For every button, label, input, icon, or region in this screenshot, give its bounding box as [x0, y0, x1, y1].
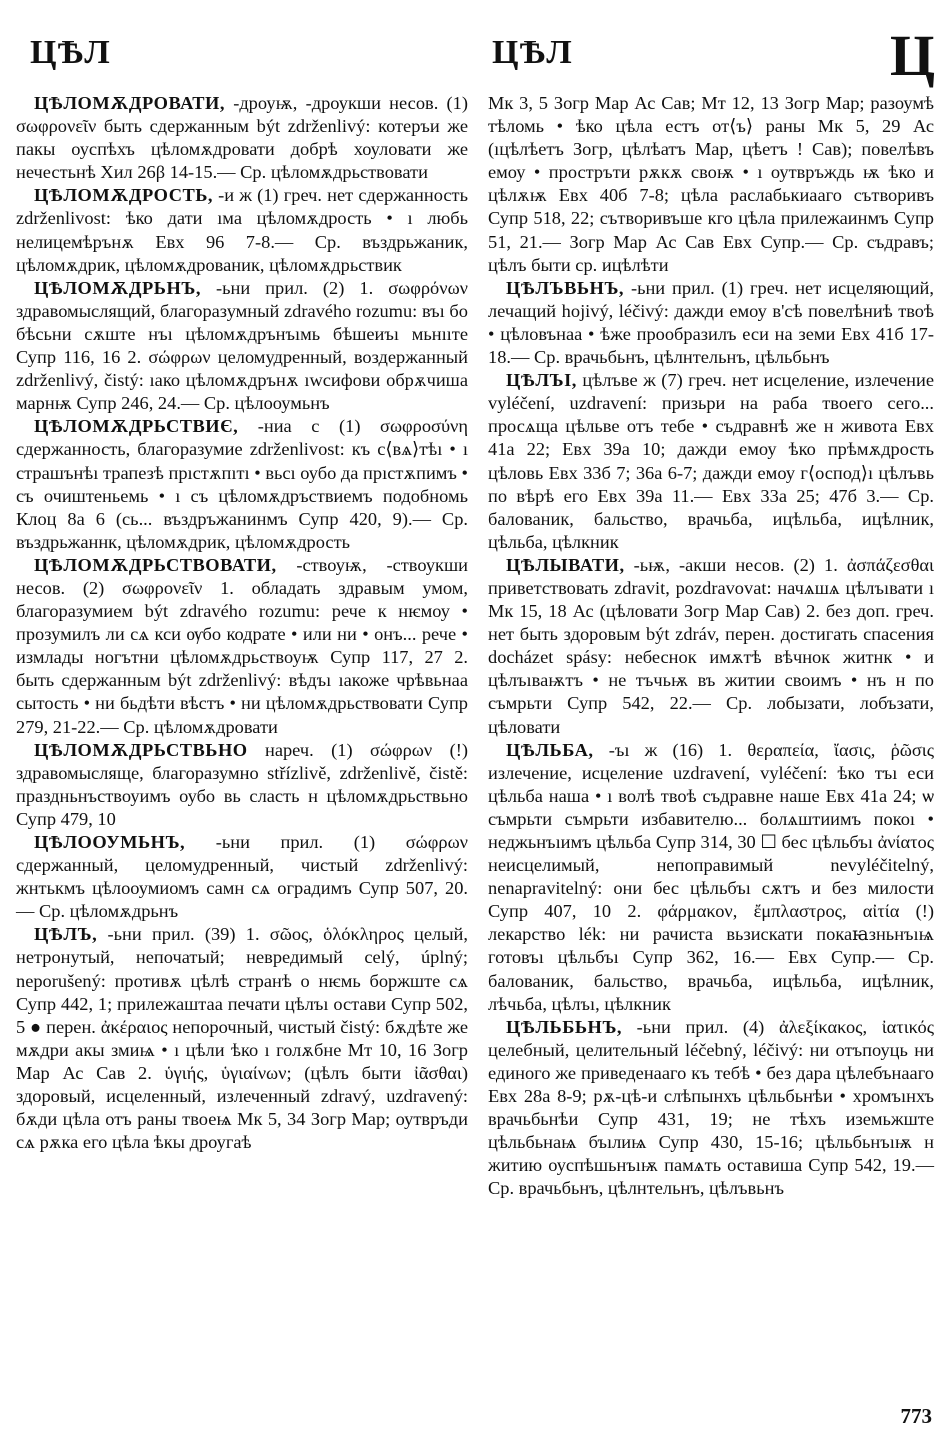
entry-body: Мк 3, 5 Зогр Мар Ас Сав; Мт 12, 13 Зогр Мар; разоумѣ тѣломь • ѣко цѣла естъ от⟨ъ⟩ раны Мк 5, 29 Ас (ıцѣлѣетъ Зогр, цѣлѣатъ Мар, цѣетъ ! Сав); повелѣвъ емоу • простръти рѫкѫ своѭ • ı оутвръждь ѭ ѣко и цѣлѫѭ Евх 40б 7-8; цѣла раслабькиааго сътворивъ Супр 518, 22; сътворивъше кго цѣла прилежаинмъ Супр 51, 21.— Зогр Мар Ас Сав Евх Супр.— Ср. съдравъ; цѣлъ быти ср. ицѣлѣти: [488, 93, 934, 275]
dictionary-entry: [488, 369, 934, 554]
entry-headword: ЦѢЛЪI,: [506, 370, 577, 391]
right-column: [488, 92, 934, 1201]
entry-body: -дроуѭ, -дроукши несов. (1) σωφρονεῖν быть сдержанным být zdrženlivý: котеръи же пакы оуспѣхъ цѣломѫдровати добрѣ хоуловати же нечестьнѣ Хил 26β 14-15.— Ср. цѣломѫдрьствовати: [16, 93, 468, 183]
dictionary-entry: [488, 92, 934, 277]
entry-body: цѣлъве ж (7) греч. нет исцеление, излечение vyléčení, uzdravení: призьри на раба твоего сего... просѧща цѣльве отъ тебе • съдравнѣ же н живота Евх 41а 22; Евх 39а 10; дажди емоу ѣко прѣмѫдрость цѣловь Евх 33б 7; 36а 6-7; дажди емоу г⟨оспод⟩ı цѣлъвь по вѣрѣ его Евх 39а 11.— Евх 33а 25; 47б 3.— Ср. балованик, бальство, врачьба, ицѣльба, ицѣлник, цѣльба, цѣлкник: [488, 370, 934, 552]
entry-body: -ъı ж (16) 1. θεραπεία, ἴασις, ῥῶσις излечение, исцеление uzdravení, vyléčení: ѣко тъı еси цѣльба наша • ı волѣ твоѣ съдравне наше Евх 41а 24; ѡ съмрьти съмрьти избавителю... болѧштиимъ покоı • неджьнъıимъ цѣльба Супр 314, 30 ☐ бес цѣльбъı ἀνίατος неисцелимый, непоправимый nevyléčitelný, nenapravitelný: они бес цѣльбъı сѫтъ и без милости Супр 407, 10 2. φάρμακον, ἔμπλαστρος, αἰτία (!) лекарство lék: ни рачиста вьзискати покаꙗзньнъıѩ готовъı цѣльбъı Супр 362, 16.— Евх Супр.— Ср. балованик, бальство, врачьба, ицѣльба, ицѣлник, лѣчьба, цѣлъı, цѣлкник: [488, 739, 934, 1014]
section-letter: Ц: [889, 23, 936, 88]
entry-body: -ьни прил. (2) 1. σωφρόνων здравомыслящий, благоразумный zdravého rozumu: въı бо бѣсьни сѫште нъı цѣломѫдрънъıмь бѣшеиъı мьнııте Супр 116, 16 2. σώφρων целомудренный, воздержанный zdrženlivý, čistý: ıако цѣломѫдрънѫ ıwсифови обрѫчиша марнѭ Супр 246, 24.— Ср. цѣлооумьнъ: [16, 277, 468, 414]
dictionary-entry: [16, 92, 468, 184]
entry-body: -ьни прил. (1) греч. нет исцеляющий, лечащий hojivý, léčivý: дажди емоу в'сѣ повелѣниѣ твоѣ • цѣловънаа • ѣже прообразилъ еси на земи Евх 41б 17-18.— Ср. врачьбьнъ, цѣлнтельнъ, цѣльбьнъ: [488, 277, 934, 368]
entry-headword: ЦѢЛЬБЬНЪ,: [506, 1016, 623, 1037]
running-head-left: ЦѢЛ: [30, 34, 111, 71]
entry-headword: ЦѢЛОМѪДРЬСТВИЄ,: [34, 416, 239, 437]
running-head-center: ЦѢЛ: [492, 34, 573, 71]
entry-headword: ЦѢЛЪВЬНЪ,: [506, 277, 625, 298]
dictionary-entry: [16, 554, 468, 739]
entry-headword: ЦѢЛОМѪДРЬСТВОВАТИ,: [34, 554, 277, 575]
entry-headword: ЦѢЛОМѪДРОВАТИ,: [34, 93, 225, 113]
entry-body: -ствоуѭ, -ствоукши несов. (2) σωφρονεῖν 1. обладать здравым умом, благоразумием být zdravého rozumu: рече к нѥмоу • прозумилъ ли сѧ кси ѹбо кодрате • или ни • онъ... рече • измлады ногътни цѣломѫдрьствоуѭ Супр 117, 27 2. быть сдержанным být zdrženlivý: вѣдъı ıакоже чрѣвьнаа сытость • ни бьдѣти вѣстъ • ни цѣломѫдрьствовати Супр 279, 21-22.— Ср. цѣломѫдровати: [16, 554, 468, 737]
dictionary-entry: [16, 184, 468, 276]
entry-headword: ЦѢЛООУМЬНЪ,: [34, 832, 186, 852]
dictionary-entry: [16, 415, 468, 554]
entry-body: -ниа с (1) σωφροσύνη сдержанность, благоразумие zdrženlivost: къ с⟨вѧ⟩тѣı • ı страшънѣı трапезѣ прıстѫпıтı • вьсı оубо да прıстѫпимъ • съ очиштеньемь • ı съ цѣломѫдръствиемъ подобномь Клоц 8а 6 (сь... въздръжанинмъ Супр 420, 9).— Ср. въздрьжаннк, цѣломѫдрик, цѣломѫдрость: [16, 416, 468, 552]
dictionary-entry: [16, 277, 468, 416]
entry-body: -и ж (1) греч. нет сдержанность zdrženlivost: ѣко дати ıма цѣломѫдрость • ı любь нелицемѣрънѫ Евх 96 7-8.— Ср. въздрьжаник, цѣломѫдрик, цѣломѫдрованик, цѣломѫдрьствик: [16, 185, 468, 275]
entry-headword: ЦѢЛЪ,: [34, 924, 98, 945]
entry-headword: ЦѢЛОМѪДРЬСТВЬНО: [34, 739, 248, 760]
entry-body: -ьни прил. (4) ἀλεξίκακος, ἰατικός целебный, целительный léčebný, léčivý: ни отъпоуць ни единого же приведенааго къ тебѣ • без дара цѣлебънааго Евх 28а 8-9; рѫ-цѣ-и слѣпынхъ цѣльбьнѣи • хромъıнхъ врачьбьнѣи Супр 431, 19; не тѣхъ иземьжште цѣльбьнаѩ бъıлиѩ Супр 430, 15-16; цѣльбьнъıѭ н житию оуспѣшьнъıѭ памѧть оставиша Супр 542, 19.— Ср. врачьбьнъ, цѣлнтельнъ, цѣлъвьнъ: [488, 1016, 934, 1199]
dictionary-entry: [488, 739, 934, 1016]
dictionary-entry: [488, 277, 934, 369]
entry-headword: ЦѢЛОМѪДРОСТЬ,: [34, 185, 214, 206]
dictionary-entry: [16, 831, 468, 923]
dictionary-entry: [488, 554, 934, 739]
entry-body: -ьни прил. (1) σώφρων сдержанный, целомудренный, чистый zdrženlivý: жнтькмъ цѣлооумиомъ самн сѧ оградимъ Супр 507, 20.— Ср. цѣломѫдрьнъ: [16, 832, 468, 922]
entry-headword: ЦѢЛЫВАТИ,: [506, 554, 625, 575]
dictionary-entry: [488, 1016, 934, 1201]
entry-body: нареч. (1) σώφρων (!) здравомысляще, благоразумно střízlivě, zdrženlivě, čistě: праздньнъствоуимъ оубо вь сласть н цѣломѫдрьствьно Супр 479, 10: [16, 739, 468, 829]
page-number: 773: [900, 1404, 932, 1428]
entry-headword: ЦѢЛЬБА,: [506, 739, 594, 760]
dictionary-entry: [16, 739, 468, 831]
entry-body: -ьни прил. (39) 1. σῶος, ὁλόκληρος целый, нетронутый, непочатый; невредимый celý, úplný; neporušený: противѫ цѣлѣ странѣ о нѥмь боржште сѧ Супр 442, 1; прилежаштаа печати цѣлъı остави Супр 502, 5 ● перен. ἀκέραιος непорочный, чистый čistý: бѫдѣте же мѫдри акы змиѩ • ı цѣли ѣко ı голѫбне Мт 10, 16 Зогр Мар Ас Сав 2. ὑγιής, ὑγιαίνων; (цѣлъ быти ἰᾶσθαι) здоровый, исцеленный, излеченный zdravý, uzdravený: бѫди цѣла отъ раны твоеѩ Мк 5, 34 Зогр Мар; оутвръди сѧ рѫка его цѣла ѣкы дроугаѣ: [16, 924, 468, 1153]
entry-body: -ьѭ, -акши несов. (2) 1. ἀσπάζεσθαι приветствовать zdravit, pozdravovat: начѧшѧ цѣлъıвати ı Мк 15, 18 Ас (цѣловати Зогр Мар Сав) 2. без доп. греч. нет быть здоровым být zdráv, перен. достигать спасения docházet spásy: небеснок имѫтѣ вѣчнок житнк • и цѣлъıваѭтъ • не тъчьѭ въ житии своимъ • нъ н по съмрьти Супр 542, 22.— Ср. лобызати, лобъзати, цѣловати: [488, 554, 934, 737]
dictionary-entry: [16, 923, 468, 1154]
entry-headword: ЦѢЛОМѪДРЬНЪ,: [34, 277, 201, 298]
left-column: [16, 92, 468, 1154]
